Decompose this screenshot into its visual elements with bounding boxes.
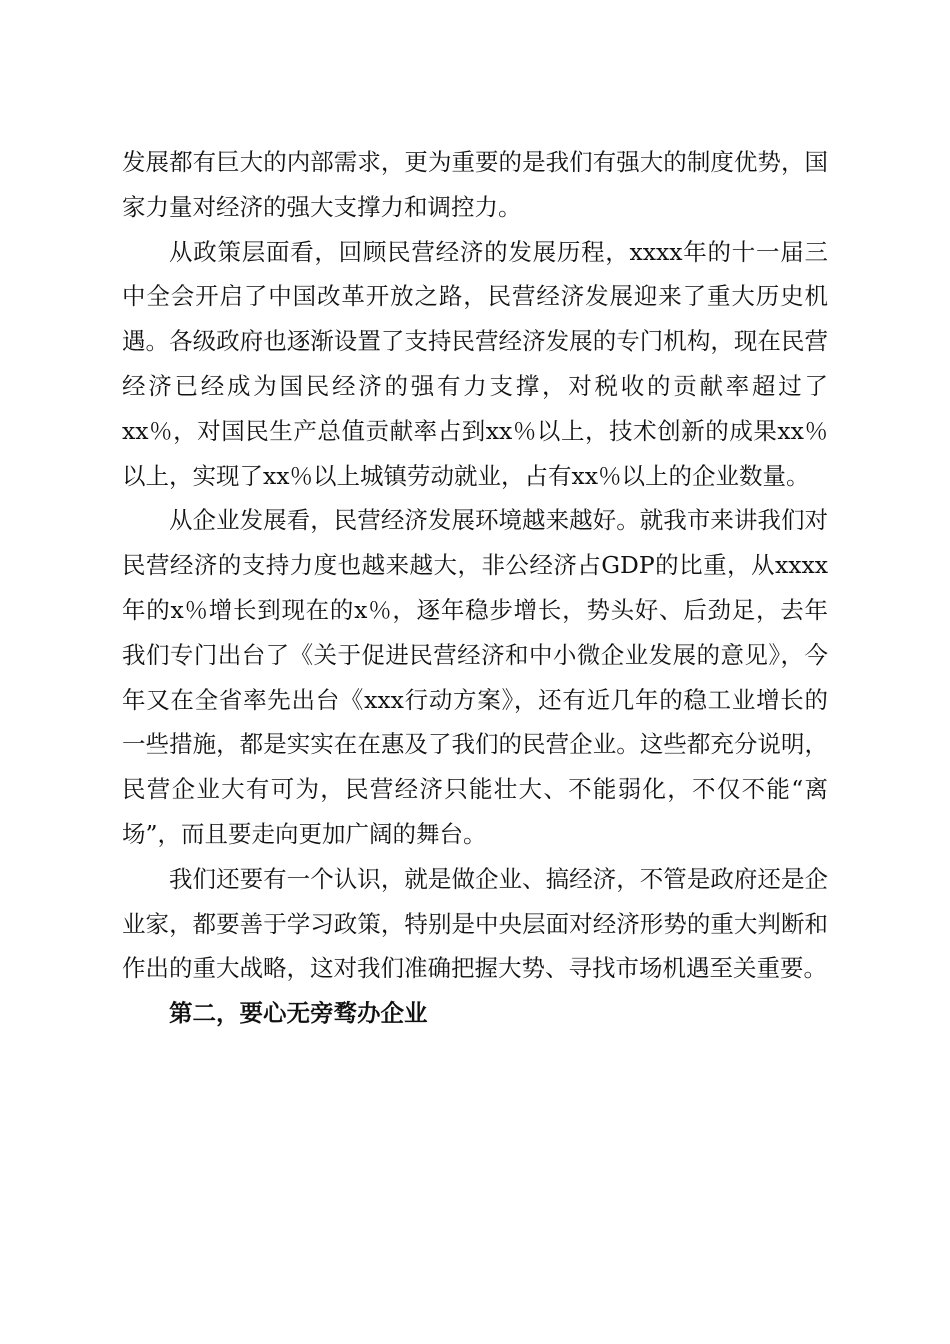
paragraph-enterprise-development: 从企业发展看，民营经济发展环境越来越好。就我市来讲我们对民营经济的支持力度也越来越大，非公经济占GDP的比重，从xxxx年的x％增长到现在的x％，逐年稳步增长，势头好、后劲足，去年我们专门出台了《关于促进民营经济和中小微企业发展的意见》，今年又在全省率先出台《xxx行动方案》，还有近几年的稳工业增长的一些措施，都是实实在在惠及了我们的民营企业。这些都充分说明，民营企业大有可为，民营经济只能壮大、不能弱化，不仅不能“离场”，而且要走向更加广阔的舞台。 — [122, 506, 828, 848]
paragraph-policy-level: 从政策层面看，回顾民营经济的发展历程，xxxx年的十一届三中全会开启了中国改革开放之路，民营经济发展迎来了重大历史机遇。各级政府也逐渐设置了支持民营经济发展的专门机构，现在民营经济已经成为国民经济的强有力支撑，对税收的贡献率超过了xx％，对国民生产总值贡献率占到xx％以上，技术创新的成果xx％以上，实现了xx％以上城镇劳动就业，占有xx％以上的企业数量。 — [122, 237, 828, 490]
document-body — [122, 140, 828, 1036]
paragraph-policy-learning: 我们还要有一个认识，就是做企业、搞经济，不管是政府还是企业家，都要善于学习政策，特别是中央层面对经济形势的重大判断和作出的重大战略，这对我们准确把握大势、寻找市场机遇至关重要。 — [122, 864, 828, 983]
section-heading: 第二，要心无旁骛办企业 — [169, 999, 428, 1028]
paragraph-continuation: 发展都有巨大的内部需求，更为重要的是我们有强大的制度优势，国家力量对经济的强大支撑力和调控力。 — [122, 148, 828, 221]
